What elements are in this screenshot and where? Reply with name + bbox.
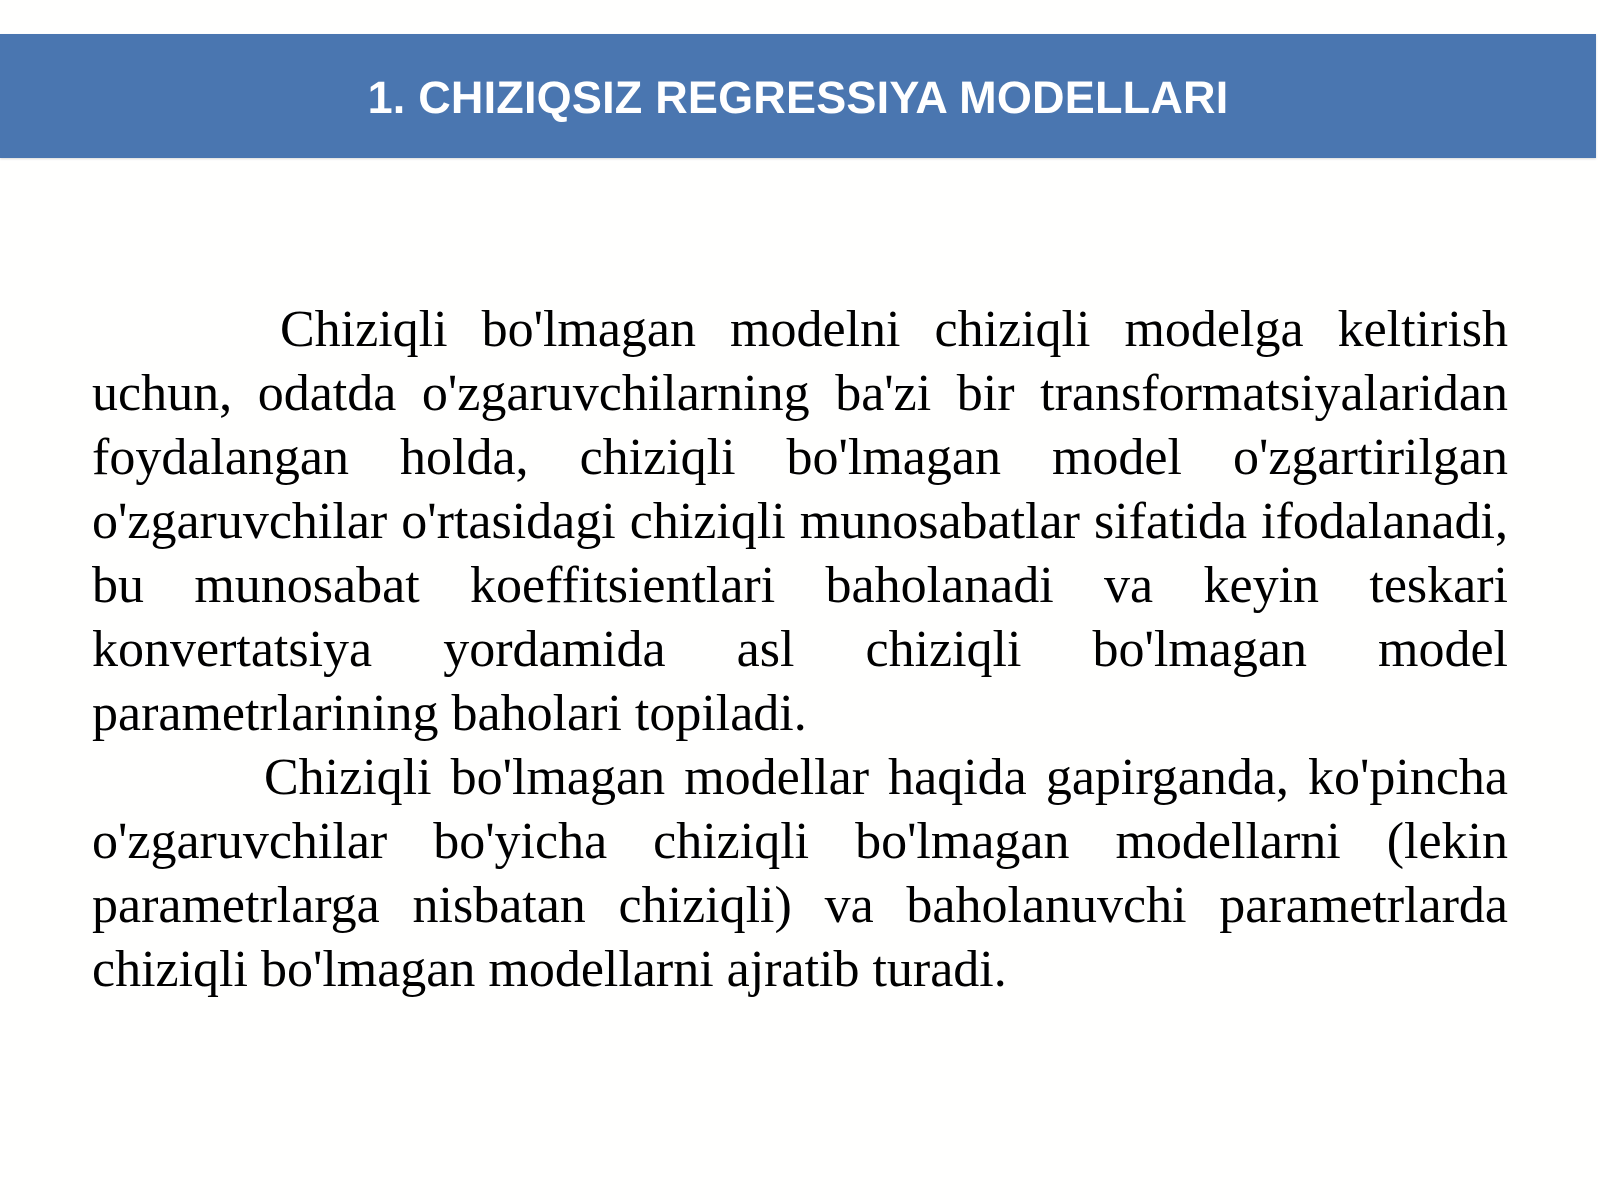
paragraph-1: Chiziqli bo'lmagan modelni chiziqli modelga keltirish uchun, odatda o'zgaruvchilarning ba'zi bir transformatsiyalaridan foydalangan holda, chiziqli bo'lmagan model o'zgartirilgan o'zgaruvchilar o'rtasidagi chiziqli munosabatlar sifatida ifodalanadi, bu munosabat koeffitsientlari baholanadi va keyin teskari konvertatsiya yordamida asl chiziqli bo'lmagan model parametrlarining baholari topiladi. (92, 301, 1508, 742)
slide-body (92, 298, 1508, 1002)
paragraph-2: Chiziqli bo'lmagan modellar haqida gapirganda, ko'pincha o'zgaruvchilar bo'yicha chiziqli bo'lmagan modellarni (lekin parametrlarga nisbatan chiziqli) va baholanuvchi parametrlarda chiziqli bo'lmagan modellarni ajratib turadi. (92, 749, 1508, 998)
title-bar (0, 34, 1596, 158)
slide-title: 1. CHIZIQSIZ REGRESSIYA MODELLARI (367, 72, 1229, 123)
